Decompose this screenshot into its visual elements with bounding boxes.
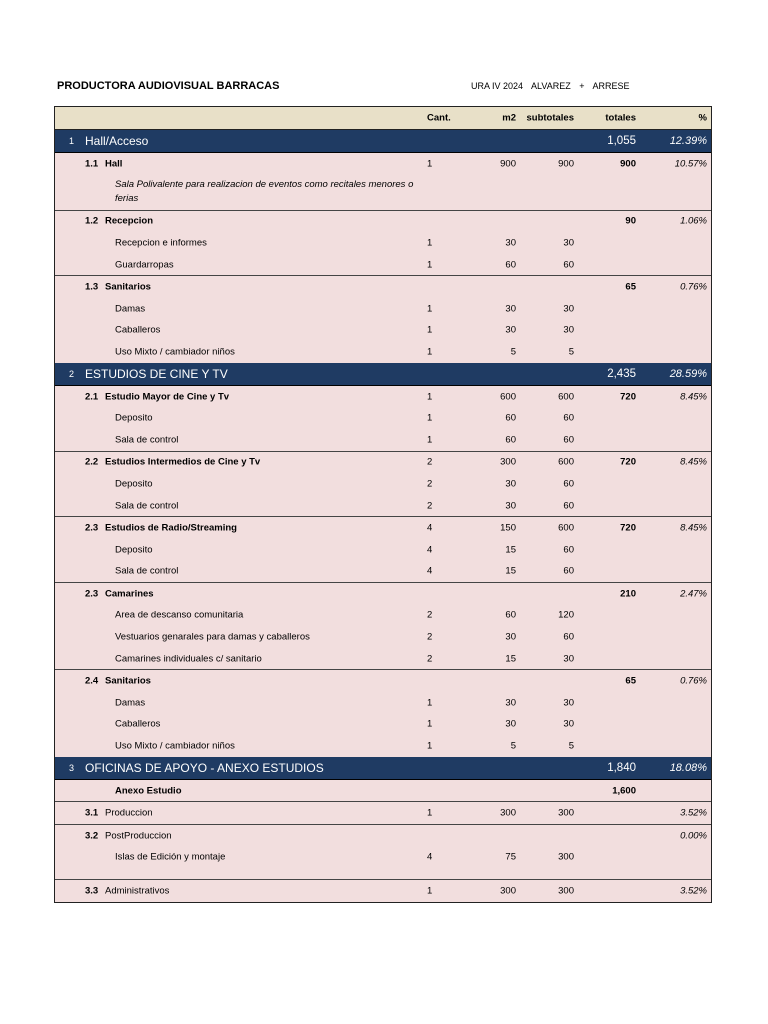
row-subtotal: 30 bbox=[563, 324, 574, 336]
row-cant: 1 bbox=[427, 718, 433, 730]
row-m2: 60 bbox=[505, 412, 516, 424]
author-2: ARRESE bbox=[592, 81, 630, 91]
section-number: 1 bbox=[69, 136, 75, 146]
row-cant: 1 bbox=[427, 885, 433, 897]
row-total: 210 bbox=[620, 588, 636, 600]
section-row bbox=[55, 130, 711, 153]
row-name: Estudios de Radio/Streaming bbox=[105, 522, 237, 534]
row-subtotal: 30 bbox=[563, 697, 574, 709]
row-name: Estudio Mayor de Cine y Tv bbox=[105, 391, 230, 403]
row-total: 720 bbox=[620, 391, 636, 403]
row-name: Guardarropas bbox=[115, 259, 174, 271]
section-title: OFICINAS DE APOYO - ANEXO ESTUDIOS bbox=[85, 760, 324, 775]
row-subtotal: 60 bbox=[563, 259, 574, 271]
col-pct: % bbox=[698, 112, 707, 124]
row-total: 65 bbox=[625, 675, 636, 687]
row-cant: 1 bbox=[427, 412, 433, 424]
row-m2: 30 bbox=[505, 631, 516, 643]
section-total: 1,055 bbox=[607, 135, 636, 147]
row-pct: 8.45% bbox=[680, 522, 707, 534]
row-name: Caballeros bbox=[115, 718, 161, 730]
col-cant: Cant. bbox=[427, 112, 451, 124]
table-row bbox=[55, 275, 711, 298]
row-subtotal: 30 bbox=[563, 653, 574, 665]
row-name: Deposito bbox=[115, 544, 153, 556]
section-total: 1,840 bbox=[607, 761, 636, 774]
row-subtotal: 60 bbox=[563, 544, 574, 556]
row-code: 3.2 bbox=[85, 830, 99, 842]
row-name: Islas de Edición y montaje bbox=[115, 851, 226, 863]
table-row bbox=[55, 429, 711, 451]
table-row bbox=[55, 605, 711, 627]
document-subtitle bbox=[471, 81, 636, 91]
row-subtotal: 60 bbox=[563, 565, 574, 577]
row-m2: 900 bbox=[500, 158, 516, 170]
row-cant: 4 bbox=[427, 565, 433, 577]
row-pct: 2.47% bbox=[680, 588, 707, 600]
row-subtotal: 900 bbox=[558, 158, 574, 170]
table-row bbox=[55, 692, 711, 714]
table-row bbox=[55, 879, 711, 903]
author-1: ALVAREZ bbox=[531, 81, 571, 91]
row-name: PostProduccion bbox=[105, 830, 172, 842]
table-row bbox=[55, 451, 711, 474]
row-cant: 2 bbox=[427, 456, 433, 468]
row-m2: 300 bbox=[500, 885, 516, 897]
row-cant: 2 bbox=[427, 609, 433, 621]
row-name: Sala de control bbox=[115, 434, 179, 446]
row-pct: 3.52% bbox=[680, 807, 707, 819]
row-cant: 4 bbox=[427, 522, 433, 534]
plus-sign: + bbox=[579, 81, 585, 91]
row-m2: 30 bbox=[505, 303, 516, 315]
row-m2: 15 bbox=[505, 653, 516, 665]
row-subtotal: 5 bbox=[568, 740, 574, 752]
row-name: Recepcion bbox=[105, 215, 154, 227]
row-name: Vestuarios genarales para damas y caballeros bbox=[115, 631, 310, 643]
row-cant: 4 bbox=[427, 544, 433, 556]
row-pct: 8.45% bbox=[680, 391, 707, 403]
row-cant: 2 bbox=[427, 631, 433, 643]
row-subtotal: 300 bbox=[558, 851, 574, 863]
table-row bbox=[55, 175, 711, 210]
section-number: 2 bbox=[69, 368, 75, 379]
row-name: Uso Mixto / cambiador niños bbox=[115, 346, 235, 358]
row-name: Estudios Intermedios de Cine y Tv bbox=[105, 456, 261, 468]
row-pct: 1.06% bbox=[680, 215, 707, 227]
row-subtotal: 120 bbox=[558, 609, 574, 621]
row-name: Sanitarios bbox=[105, 675, 151, 687]
row-m2: 5 bbox=[510, 346, 516, 358]
row-cant: 1 bbox=[427, 324, 433, 336]
row-total: 900 bbox=[620, 158, 636, 170]
table-row bbox=[55, 210, 711, 233]
section-row bbox=[55, 757, 711, 780]
table-row bbox=[55, 847, 711, 869]
row-code: 1.1 bbox=[85, 158, 99, 170]
table-row bbox=[55, 232, 711, 254]
row-description: Sala Polivalente para realizacion de eventos como recitales menores o ferias bbox=[115, 179, 414, 205]
row-subtotal: 300 bbox=[558, 885, 574, 897]
table-row bbox=[55, 561, 711, 583]
row-m2: 30 bbox=[505, 718, 516, 730]
table-row bbox=[55, 780, 711, 802]
row-cant: 1 bbox=[427, 259, 433, 271]
row-code: 2.3 bbox=[85, 522, 99, 534]
table-row bbox=[55, 320, 711, 342]
table-row bbox=[55, 648, 711, 670]
row-subtotal: 600 bbox=[558, 456, 574, 468]
spacer-row bbox=[55, 868, 711, 879]
row-name: Hall bbox=[105, 158, 123, 170]
row-code: 3.1 bbox=[85, 807, 99, 819]
row-cant: 1 bbox=[427, 158, 433, 170]
row-m2: 30 bbox=[505, 478, 516, 490]
table-row bbox=[55, 824, 711, 847]
row-code: 2.3 bbox=[85, 588, 99, 600]
row-m2: 30 bbox=[505, 324, 516, 336]
table-row bbox=[55, 254, 711, 276]
row-subtotal: 60 bbox=[563, 631, 574, 643]
row-m2: 30 bbox=[505, 237, 516, 249]
row-m2: 75 bbox=[505, 851, 516, 863]
row-cant: 2 bbox=[427, 478, 433, 490]
row-m2: 5 bbox=[510, 740, 516, 752]
row-cant: 1 bbox=[427, 346, 433, 358]
row-cant: 1 bbox=[427, 740, 433, 752]
row-name: Area de descanso comunitaria bbox=[115, 609, 244, 621]
row-pct: 0.00% bbox=[680, 830, 707, 842]
table-row bbox=[55, 714, 711, 736]
row-m2: 150 bbox=[500, 522, 516, 534]
row-subtotal: 300 bbox=[558, 807, 574, 819]
section-pct: 12.39% bbox=[669, 135, 707, 147]
col-m2: m2 bbox=[502, 112, 516, 124]
table-row bbox=[55, 801, 711, 824]
row-subtotal: 30 bbox=[563, 237, 574, 249]
row-name: Sanitarios bbox=[105, 281, 151, 293]
table-row bbox=[55, 516, 711, 539]
row-cant: 2 bbox=[427, 653, 433, 665]
section-pct: 18.08% bbox=[669, 761, 707, 774]
table-row bbox=[55, 298, 711, 320]
row-name: Anexo Estudio bbox=[115, 785, 182, 797]
section-title: ESTUDIOS DE CINE Y TV bbox=[85, 366, 228, 381]
row-subtotal: 60 bbox=[563, 478, 574, 490]
table-row bbox=[55, 735, 711, 757]
row-cant: 1 bbox=[427, 697, 433, 709]
row-subtotal: 600 bbox=[558, 391, 574, 403]
row-name: Uso Mixto / cambiador niños bbox=[115, 740, 235, 752]
row-code: 2.4 bbox=[85, 675, 99, 687]
row-m2: 15 bbox=[505, 565, 516, 577]
row-name: Produccion bbox=[105, 807, 153, 819]
table-row bbox=[55, 407, 711, 429]
table-row bbox=[55, 341, 711, 363]
row-cant: 1 bbox=[427, 807, 433, 819]
row-m2: 300 bbox=[500, 807, 516, 819]
row-total: 90 bbox=[625, 215, 636, 227]
row-name: Caballeros bbox=[115, 324, 161, 336]
row-subtotal: 30 bbox=[563, 718, 574, 730]
row-name: Deposito bbox=[115, 478, 153, 490]
row-m2: 60 bbox=[505, 609, 516, 621]
row-total: 720 bbox=[620, 522, 636, 534]
section-pct: 28.59% bbox=[669, 367, 707, 380]
row-subtotal: 60 bbox=[563, 434, 574, 446]
table-row bbox=[55, 539, 711, 561]
row-cant: 1 bbox=[427, 303, 433, 315]
row-cant: 1 bbox=[427, 391, 433, 403]
table-row bbox=[55, 669, 711, 692]
row-m2: 30 bbox=[505, 697, 516, 709]
row-m2: 30 bbox=[505, 500, 516, 512]
row-code: 2.1 bbox=[85, 391, 99, 403]
row-name: Sala de control bbox=[115, 500, 179, 512]
course-label: URA IV 2024 bbox=[471, 81, 524, 91]
row-pct: 3.52% bbox=[680, 885, 707, 897]
row-name: Camarines individuales c/ sanitario bbox=[115, 653, 262, 665]
row-m2: 300 bbox=[500, 456, 516, 468]
row-m2: 15 bbox=[505, 544, 516, 556]
document-title: PRODUCTORA AUDIOVISUAL BARRACAS bbox=[57, 80, 280, 92]
column-header-row bbox=[55, 106, 711, 130]
row-total: 720 bbox=[620, 456, 636, 468]
row-m2: 60 bbox=[505, 259, 516, 271]
row-name: Deposito bbox=[115, 412, 153, 424]
section-row bbox=[55, 363, 711, 386]
section-number: 3 bbox=[69, 762, 75, 773]
row-m2: 60 bbox=[505, 434, 516, 446]
program-table bbox=[54, 106, 712, 903]
row-name: Damas bbox=[115, 303, 146, 315]
row-subtotal: 60 bbox=[563, 412, 574, 424]
table-row bbox=[55, 495, 711, 517]
col-subtotales: subtotales bbox=[526, 112, 574, 124]
row-name: Camarines bbox=[105, 588, 154, 600]
row-subtotal: 5 bbox=[568, 346, 574, 358]
table-row bbox=[55, 153, 711, 175]
row-name: Damas bbox=[115, 697, 146, 709]
table-row bbox=[55, 473, 711, 495]
table-row bbox=[55, 386, 711, 408]
section-title: Hall/Acceso bbox=[85, 134, 149, 148]
row-subtotal: 600 bbox=[558, 522, 574, 534]
row-total: 65 bbox=[625, 281, 636, 293]
row-cant: 2 bbox=[427, 500, 433, 512]
row-cant: 1 bbox=[427, 237, 433, 249]
table-row bbox=[55, 582, 711, 605]
row-code: 1.3 bbox=[85, 281, 99, 293]
row-pct: 8.45% bbox=[680, 456, 707, 468]
row-total: 1,600 bbox=[612, 785, 636, 797]
table-row bbox=[55, 626, 711, 648]
col-totales: totales bbox=[605, 112, 636, 124]
row-subtotal: 30 bbox=[563, 303, 574, 315]
row-pct: 0.76% bbox=[680, 675, 707, 687]
section-total: 2,435 bbox=[607, 367, 636, 380]
row-code: 2.2 bbox=[85, 456, 99, 468]
row-code: 1.2 bbox=[85, 215, 99, 227]
row-name: Administrativos bbox=[105, 885, 170, 897]
row-m2: 600 bbox=[500, 391, 516, 403]
row-pct: 0.76% bbox=[680, 281, 707, 293]
row-pct: 10.57% bbox=[674, 158, 707, 170]
row-name: Recepcion e informes bbox=[115, 237, 207, 249]
row-subtotal: 60 bbox=[563, 500, 574, 512]
row-code: 3.3 bbox=[85, 885, 99, 897]
row-cant: 1 bbox=[427, 434, 433, 446]
row-name: Sala de control bbox=[115, 565, 179, 577]
row-cant: 4 bbox=[427, 851, 433, 863]
